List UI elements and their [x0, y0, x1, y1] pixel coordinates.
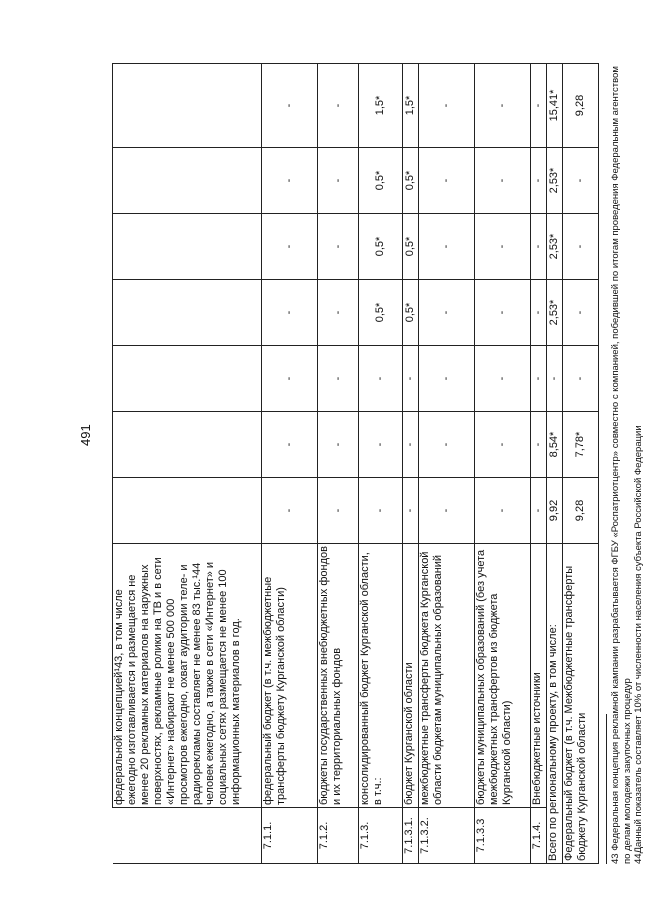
total-row-name: Федеральный бюджет (в т.ч. Межбюджетные трансферты бюджету Курганской области — [563, 544, 599, 864]
value-cell: - — [531, 64, 547, 148]
table-row — [475, 64, 531, 864]
value-cell: - — [475, 346, 531, 412]
total-value-cell: 2,53* — [547, 214, 563, 280]
value-cell: - — [531, 214, 547, 280]
value-cell: 1,5* — [403, 64, 419, 148]
value-cell: 0,5* — [403, 214, 419, 280]
total-value-cell: 2,53* — [547, 148, 563, 214]
row-number — [113, 808, 262, 864]
footnotes — [606, 64, 645, 864]
value-cell: - — [419, 478, 475, 544]
value-cell — [113, 412, 262, 478]
total-value-cell: - — [547, 346, 563, 412]
value-cell: 0,5* — [403, 148, 419, 214]
value-cell: - — [318, 280, 359, 346]
value-cell: - — [262, 412, 318, 478]
page-number: 491 — [78, 424, 93, 446]
footnote-divider — [606, 714, 607, 864]
table-row — [419, 64, 475, 864]
value-cell: 1,5* — [359, 64, 403, 148]
total-row — [547, 64, 563, 864]
row-number: 7.1.3.3 — [475, 808, 531, 864]
value-cell: - — [318, 412, 359, 478]
value-cell: - — [419, 214, 475, 280]
footnote-43: 43 Федеральная концепция рекламной кампании разрабатывается ФГБУ «Роспатриотцентр» совместно с компанией, победившей по итогам проведения Федеральным агентством по делам молодежи закупочных процедур — [610, 66, 633, 864]
row-number: 7.1.3.1. — [403, 808, 419, 864]
value-cell: - — [475, 64, 531, 148]
value-cell — [113, 64, 262, 148]
row-name: консолидированный бюджет Курганской области, в т.ч.: — [359, 544, 403, 808]
total-row-name: Всего по региональному проекту, в том числе: — [547, 544, 563, 864]
value-cell: - — [403, 478, 419, 544]
row-number: 7.1.4. — [531, 808, 547, 864]
value-cell: - — [262, 280, 318, 346]
value-cell: - — [475, 148, 531, 214]
row-name: межбюджетные трансферты бюджета Курганской области бюджетам муниципальных образований — [419, 544, 475, 808]
row-number: 7.1.3.2. — [419, 808, 475, 864]
value-cell: - — [531, 148, 547, 214]
row-number: 7.1.2. — [318, 808, 359, 864]
value-cell: - — [318, 214, 359, 280]
value-cell: - — [318, 346, 359, 412]
value-cell: - — [419, 280, 475, 346]
row-name: федеральной концепцией¹43, в том числе ежегодно изготавливается и размещается не менее 20 рекламных материалов на наружных поверхностях, рекламные ролики на ТВ и в сети «Интернет» набирают не менее 500 000 просмотров ежегодно, охват аудитории теле- и радиорекламы составляет не менее 83 тыс.¹44 человек ежегодно, а также в сети «Интернет» и социальных сетях размещается не менее 100 информационных материалов в год. — [113, 544, 262, 808]
value-cell: - — [318, 148, 359, 214]
value-cell: - — [531, 280, 547, 346]
total-value-cell: 15,41* — [547, 64, 563, 148]
value-cell: - — [262, 346, 318, 412]
rotated-page-content — [112, 64, 644, 864]
value-cell: - — [475, 280, 531, 346]
total-value-cell: 7,78* — [563, 412, 599, 478]
value-cell: - — [359, 412, 403, 478]
total-value-cell: 2,53* — [547, 280, 563, 346]
value-cell: - — [318, 64, 359, 148]
total-value-cell: - — [563, 214, 599, 280]
table-row — [262, 64, 318, 864]
row-name: бюджет Курганской области — [403, 544, 419, 808]
table-row — [531, 64, 547, 864]
value-cell: - — [531, 478, 547, 544]
footnote-44: 44Данный показатель составляет 10% от численности населения субъекта Российской Федерации — [633, 425, 644, 864]
total-value-cell: 9,28 — [563, 478, 599, 544]
value-cell: - — [359, 478, 403, 544]
row-name: федеральный бюджет (в т.ч. межбюджетные трансферты бюджету Курганской области) — [262, 544, 318, 808]
table-row — [113, 64, 262, 864]
row-number: 7.1.3. — [359, 808, 403, 864]
value-cell: - — [475, 478, 531, 544]
row-number: 7.1.1. — [262, 808, 318, 864]
value-cell: - — [419, 346, 475, 412]
value-cell: 0,5* — [403, 280, 419, 346]
financing-table — [112, 63, 599, 864]
value-cell: - — [419, 64, 475, 148]
value-cell: - — [531, 346, 547, 412]
value-cell: - — [262, 64, 318, 148]
row-name: бюджеты государственных внебюджетных фондов и их территориальных фондов — [318, 544, 359, 808]
total-value-cell: - — [563, 346, 599, 412]
value-cell: 0,5* — [359, 280, 403, 346]
value-cell — [113, 214, 262, 280]
total-value-cell: 9,28 — [563, 64, 599, 148]
value-cell: 0,5* — [359, 148, 403, 214]
value-cell: - — [475, 214, 531, 280]
value-cell — [113, 346, 262, 412]
total-value-cell: - — [563, 280, 599, 346]
value-cell — [113, 478, 262, 544]
value-cell: - — [403, 412, 419, 478]
total-value-cell: - — [563, 148, 599, 214]
value-cell: 0,5* — [359, 214, 403, 280]
value-cell: - — [419, 412, 475, 478]
value-cell: - — [475, 412, 531, 478]
value-cell: - — [359, 346, 403, 412]
total-row — [563, 64, 599, 864]
value-cell — [113, 280, 262, 346]
value-cell — [113, 148, 262, 214]
value-cell: - — [318, 478, 359, 544]
value-cell: - — [262, 214, 318, 280]
value-cell: - — [531, 412, 547, 478]
value-cell: - — [403, 346, 419, 412]
table-body — [113, 64, 599, 864]
table-row — [318, 64, 359, 864]
row-name: бюджеты муниципальных образований (без учета межбюджетных трансфертов из бюджета Курганской области) — [475, 544, 531, 808]
row-name: Внебюджетные источники — [531, 544, 547, 808]
value-cell: - — [262, 148, 318, 214]
total-value-cell: 9,92 — [547, 478, 563, 544]
table-row — [359, 64, 403, 864]
table-row — [403, 64, 419, 864]
total-value-cell: 8,54* — [547, 412, 563, 478]
value-cell: - — [419, 148, 475, 214]
value-cell: - — [262, 478, 318, 544]
